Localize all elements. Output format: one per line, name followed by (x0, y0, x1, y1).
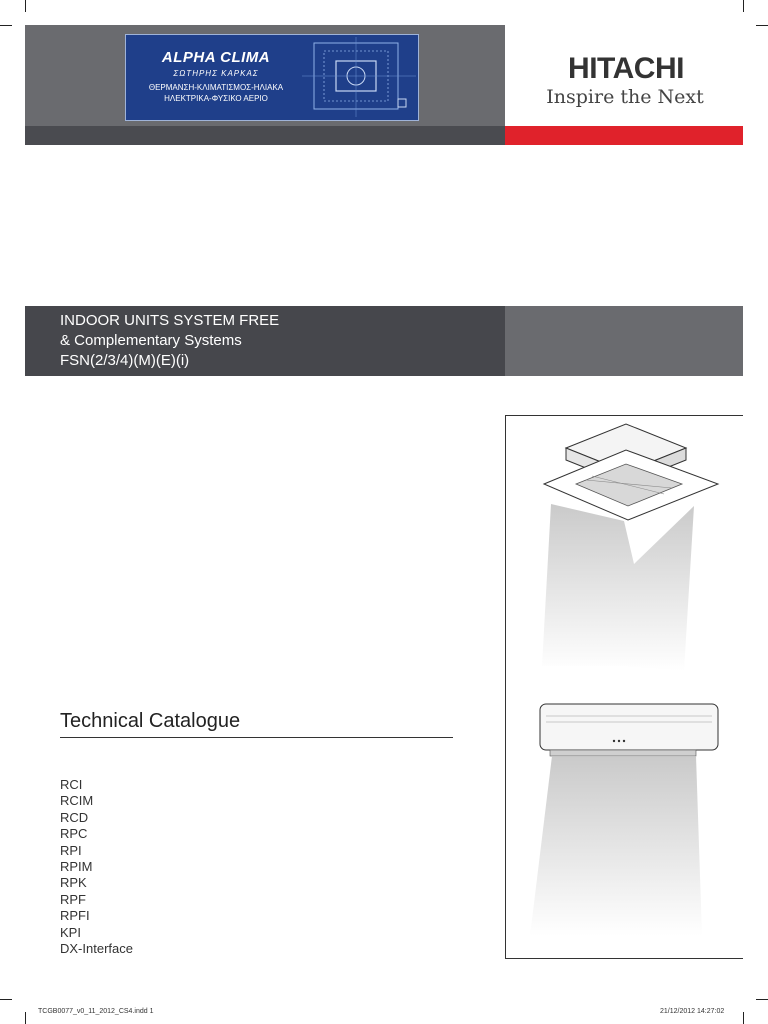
model-item: RPIM (60, 859, 93, 875)
title-line: FSN(2/3/4)(M)(E)(i) (60, 352, 190, 369)
dealer-services: ΘΕΡΜΑΝΣΗ-ΚΛΙΜΑΤΙΣΜΟΣ-ΗΛΙΑΚΑ (148, 83, 284, 92)
model-item: KPI (60, 924, 81, 940)
indoor-unit-illustration (506, 416, 744, 960)
title-band (25, 306, 505, 376)
crop-mark (756, 999, 768, 1000)
model-item: RPC (60, 826, 88, 842)
blueprint-icon (302, 37, 416, 117)
divider (60, 737, 453, 738)
model-item: RCD (60, 809, 89, 825)
title-line: INDOOR UNITS SYSTEM FREE (60, 312, 280, 329)
product-illustration (505, 415, 743, 959)
model-item: DX-Interface (60, 941, 133, 957)
title-line: & Complementary Systems (60, 332, 242, 349)
crop-mark (0, 999, 12, 1000)
title-band-side (505, 306, 743, 376)
crop-mark (743, 1012, 744, 1024)
dealer-name: ALPHA CLIMA (161, 49, 271, 66)
header-strip (25, 126, 505, 145)
model-item: RPK (60, 875, 87, 891)
crop-mark (743, 0, 744, 12)
crop-mark (25, 0, 26, 12)
dealer-logo (125, 34, 419, 121)
model-item: RCIM (60, 793, 94, 809)
dealer-services: ΗΛΕΚΤΡΙΚΑ-ΦΥΣΙΚΟ ΑΕΡΙΟ (164, 94, 268, 103)
dealer-owner: ΣΩΤΗΡΗΣ ΚΑΡΚΑΣ (173, 69, 259, 78)
crop-mark (0, 25, 12, 26)
brand-logo: HITACHI (568, 52, 684, 85)
print-timestamp: 21/12/2012 14:27:02 (660, 1008, 725, 1015)
file-info: TCGB0077_v0_11_2012_CS4.indd 1 (38, 1008, 154, 1015)
crop-mark (25, 1012, 26, 1024)
brand-tagline: Inspire the Next (546, 86, 704, 108)
model-item: RCI (60, 777, 83, 792)
model-item: RPI (60, 842, 82, 858)
model-item: RPF (60, 891, 86, 907)
accent-strip (505, 126, 743, 145)
crop-mark (756, 25, 768, 26)
document-title: Technical Catalogue (60, 710, 241, 732)
model-list (60, 777, 133, 957)
model-item: RPFI (60, 908, 90, 924)
